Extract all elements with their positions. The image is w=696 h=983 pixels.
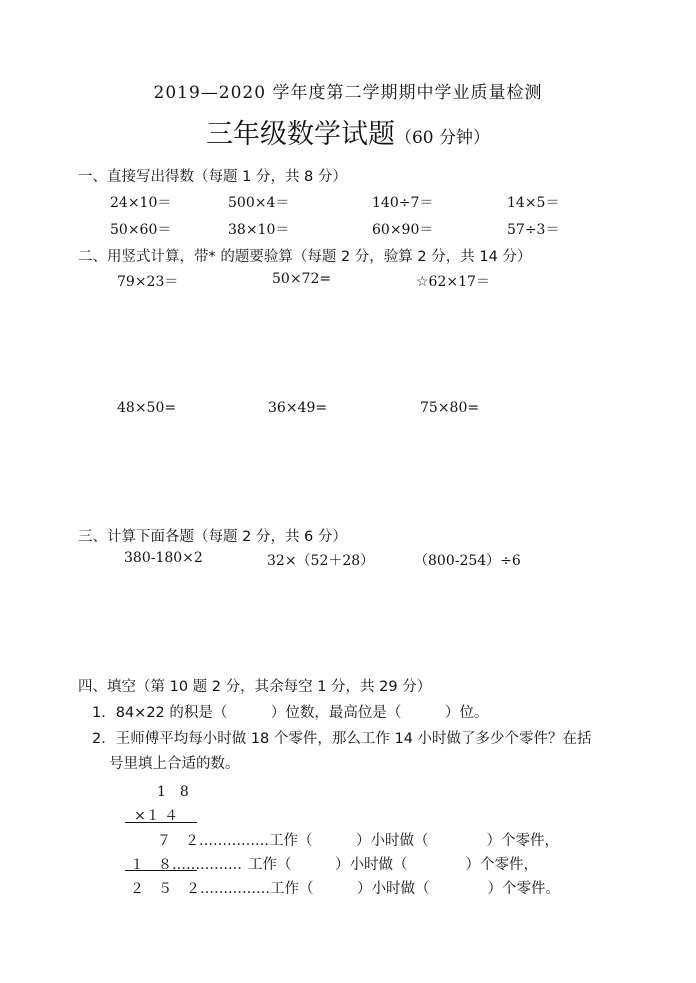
fill-blank-row: 工作（ ）小时做（ ）个零件， (248, 857, 538, 873)
problem: 50×72= (272, 271, 332, 287)
problem: 79×23＝ (117, 274, 179, 290)
title-text: 三年级数学试题 (205, 119, 395, 150)
page-title (0, 112, 696, 151)
fill-blank-row: 工作（ ）小时做（ ）个零件。 (270, 881, 560, 897)
problem: 24×10＝ (110, 195, 172, 211)
partial-digits: ７ ２ (157, 833, 199, 849)
exam-header: 2019—2020 学年度第二学期期中学业质量检测 (153, 83, 543, 103)
problem: 32×（52＋28） (267, 553, 375, 569)
problem: 50×60＝ (110, 222, 172, 238)
problem: 380-180×2 (124, 550, 203, 566)
fill-blank-row: 工作（ ）小时做（ ）个零件， (269, 833, 559, 849)
problem: 57÷3＝ (507, 222, 560, 238)
section1-heading: 一、直接写出得数（每题 1 分，共 8 分） (78, 169, 347, 185)
section4-heading: 四、填空（第 10 题 2 分，其余每空 1 分，共 29 分） (78, 679, 432, 695)
problem: 48×50= (117, 400, 177, 416)
question-2: 2．王师傅平均每小时做 18 个零件，那么工作 14 小时做了多少个零件？在括 (92, 731, 592, 747)
problem: 75×80= (420, 400, 480, 416)
problem: 38×10＝ (228, 222, 290, 238)
result-digits: ２ ５ ２ (130, 881, 200, 897)
question-1: 1．84×22 的积是（ ）位数，最高位是（ ）位。 (92, 705, 489, 721)
calc-rule (125, 870, 197, 871)
leader-dots: …………… (172, 857, 242, 873)
multiplicand: 1 8 (157, 784, 189, 800)
problem: 14×5＝ (507, 195, 560, 211)
problem: 36×49= (268, 400, 328, 416)
section3-heading: 三、计算下面各题（每题 2 分，共 6 分） (78, 529, 347, 545)
question-2-cont: 号里填上合适的数。 (109, 756, 240, 772)
partial-digits: １ ８ (130, 857, 172, 873)
partial-product-1 (157, 829, 559, 850)
problem: 500×4＝ (228, 195, 290, 211)
problem: 140÷7＝ (372, 195, 434, 211)
leader-dots: …………… (200, 881, 270, 897)
calc-rule (125, 822, 197, 823)
problem: （800-254）÷6 (414, 553, 521, 569)
leader-dots: …………… (199, 833, 269, 849)
problem: 60×90＝ (372, 222, 434, 238)
product-result (130, 877, 560, 898)
duration: （60 分钟） (394, 128, 491, 148)
problem: ☆62×17＝ (416, 274, 490, 290)
multiplier: ×１ ４ (134, 808, 179, 824)
section2-heading: 二、用竖式计算，带* 的题要验算（每题 2 分，验算 2 分，共 14 分） (78, 249, 532, 265)
